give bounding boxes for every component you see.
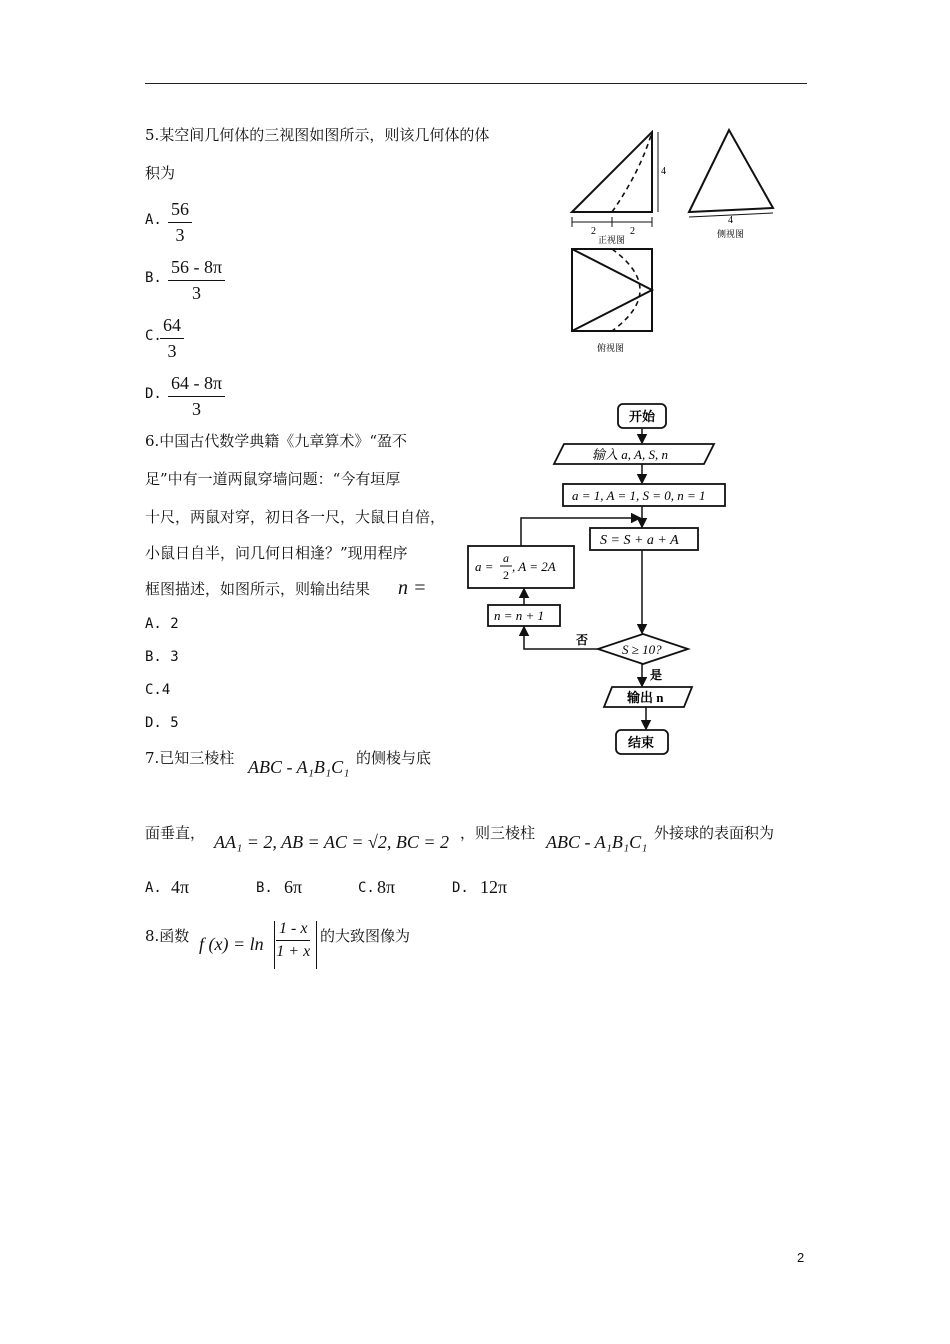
q5-option-c-fraction <box>160 315 184 362</box>
fraction-denominator: 3 <box>192 283 202 303</box>
q7-option-b-label: B. <box>256 880 273 896</box>
q7-option-b-value: 6π <box>284 877 303 897</box>
q8-suffix: 的大致图像为 <box>320 927 411 945</box>
flow-input-text: 输入 a, A, S, n <box>592 447 668 462</box>
flowchart <box>462 398 732 764</box>
abs-bar-left <box>274 921 275 969</box>
q7-prism-2: ABC - A₁B₁C₁ <box>546 832 648 852</box>
q7-option-a-label: A. <box>145 880 162 896</box>
q7-option-c-value: 8π <box>377 877 396 897</box>
fraction-denominator: 3 <box>192 399 202 419</box>
q5-option-d-label: D. <box>145 386 162 402</box>
q6-option-b: B. 3 <box>145 649 179 665</box>
flow-output-text: 输出 n <box>627 690 664 705</box>
q7-line1-suffix: 的侧棱与底 <box>356 749 432 767</box>
q5-option-a-label: A. <box>145 212 162 228</box>
front-view <box>572 132 652 212</box>
fraction-numerator: 64 <box>163 315 181 335</box>
q6-stem-line2: 足”中有一道两鼠穿墙问题：“今有垣厚 <box>145 470 401 488</box>
q7-prism-1: ABC - A₁B₁C₁ <box>248 757 350 777</box>
q6-option-d: D. 5 <box>145 715 179 731</box>
q5-option-b-label: B. <box>145 270 162 286</box>
flow-update-a-den: 2 <box>503 568 509 582</box>
top-view <box>572 249 652 331</box>
q7-line2-suffix: 外接球的表面积为 <box>654 824 775 842</box>
fraction-numerator: 56 - 8π <box>171 257 223 277</box>
fraction-denominator: 3 <box>167 341 177 361</box>
side-view-label: 侧视图 <box>717 229 745 239</box>
q6-stem-line1: 6.中国古代数学典籍《九章算术》“盈不 <box>145 432 407 450</box>
side-view <box>689 130 773 212</box>
top-view-label: 俯视图 <box>597 343 625 353</box>
q7-option-a-value: 4π <box>171 877 190 897</box>
q7-line1-prefix: 7.已知三棱柱 <box>145 749 235 767</box>
q7-option-d-label: D. <box>452 880 469 896</box>
front-view-label: 正视图 <box>598 235 626 245</box>
fraction-denominator: 1 + x <box>276 943 311 960</box>
flow-update-a-right: , A = 2A <box>512 559 556 574</box>
dim-right: 2 <box>630 226 635 237</box>
q6-stem-line4: 小鼠日自半，问几何日相逢？”现用程序 <box>145 544 408 562</box>
flow-condition-text: S ≥ 10? <box>622 642 662 657</box>
flow-yes-label: 是 <box>650 668 663 682</box>
q5-option-b-fraction <box>168 257 225 304</box>
q5-option-c-label: C. <box>145 328 162 344</box>
q7-option-d-value: 12π <box>480 877 508 897</box>
flow-init-text: a = 1, A = 1, S = 0, n = 1 <box>572 488 706 503</box>
dim-side: 4 <box>728 215 733 226</box>
q5-option-d-fraction <box>168 373 225 420</box>
flow-sum-text: S = S + a + A <box>600 533 679 548</box>
q5-stem-line2: 积为 <box>145 164 176 182</box>
fraction-numerator: 1 - x <box>279 920 308 937</box>
page-number: 2 <box>797 1250 805 1265</box>
q8-abs-fraction <box>276 920 310 961</box>
q6-option-c: C.4 <box>145 682 171 698</box>
q6-option-a: A. 2 <box>145 616 179 632</box>
flow-update-a-num: a <box>503 551 509 565</box>
q7-line2-mid: ，则三棱柱 <box>460 824 536 842</box>
flow-start-text: 开始 <box>629 409 656 424</box>
fraction-denominator: 3 <box>175 225 185 245</box>
fraction-numerator: 56 <box>171 199 189 219</box>
q5-stem-line1: 5.某空间几何体的三视图如图所示，则该几何体的体 <box>145 126 490 144</box>
flow-update-n-text: n = n + 1 <box>494 608 545 623</box>
q8-prefix: 8.函数 <box>145 927 190 945</box>
q6-answer-variable: n = <box>398 577 427 599</box>
q5-option-a-fraction <box>168 199 192 246</box>
q6-stem-line5: 框图描述，如图所示，则输出结果 <box>145 580 371 598</box>
dim-left: 2 <box>591 226 596 237</box>
flow-no-label: 否 <box>576 633 589 647</box>
q7-conditions: AA₁ = 2, AB = AC = √2, BC = 2 <box>214 832 450 852</box>
q6-stem-line3: 十尺，两鼠对穿，初日各一尺，大鼠日自倍， <box>145 508 446 526</box>
q8-function-left: f (x) = ln <box>199 934 264 954</box>
flow-update-a-left: a = <box>475 559 494 574</box>
three-view-figure <box>560 122 790 362</box>
q7-line2-prefix: 面垂直， <box>145 824 206 842</box>
q7-option-c-label: C. <box>358 880 375 896</box>
abs-bar-right <box>316 921 317 969</box>
header-rule <box>145 83 807 84</box>
fraction-numerator: 64 - 8π <box>171 373 223 393</box>
flow-end-text: 结束 <box>628 735 655 750</box>
dim-height: 4 <box>661 166 666 177</box>
